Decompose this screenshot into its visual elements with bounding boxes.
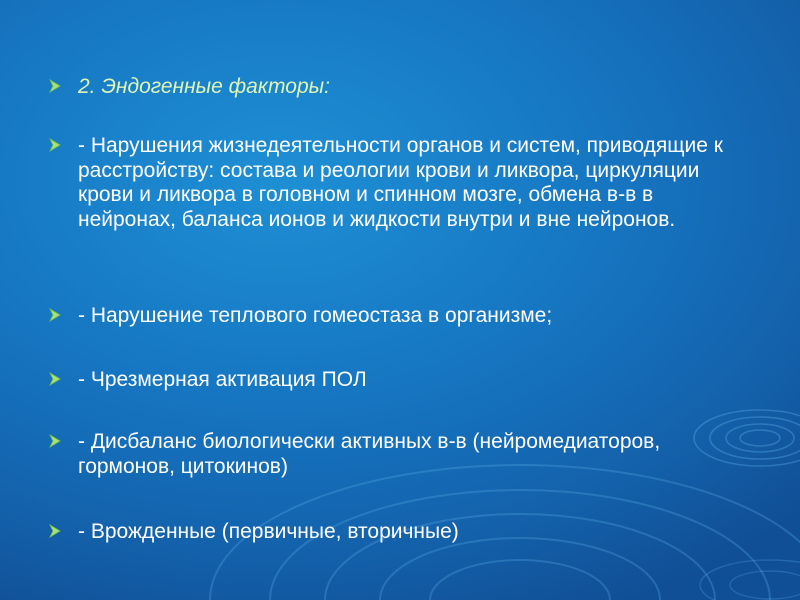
- bullet-item: [48, 304, 738, 329]
- bullet-text: - Нарушения жизнедеятельности органов и систем, приводящие к расстройству: состава и реологии крови и ликвора, циркуляции крови и ликвора в головном и спинном мозге, обмена в-в в нейронах, баланса ионов и жидкости внутри и вне нейронов.: [78, 134, 723, 231]
- heading-text: 2. Эндогенные факторы:: [78, 75, 330, 98]
- bullet-item: [48, 134, 738, 232]
- bullet-item: [48, 430, 738, 479]
- bullet-text: - Дисбаланс биологически активных в-в (нейромедиаторов, гормонов, цитокинов): [78, 430, 661, 478]
- arrow-bullet-icon: [48, 430, 78, 448]
- arrow-bullet-icon: [48, 134, 78, 152]
- arrow-bullet-icon: [48, 75, 78, 93]
- heading-row: [48, 75, 738, 100]
- bullet-text: - Чрезмерная активация ПОЛ: [78, 368, 367, 391]
- bullet-item: [48, 520, 738, 545]
- arrow-bullet-icon: [48, 520, 78, 538]
- arrow-bullet-icon: [48, 304, 78, 322]
- arrow-bullet-icon: [48, 368, 78, 386]
- bullet-text: - Нарушение теплового гомеостаза в организме;: [78, 304, 553, 327]
- bullet-item: [48, 368, 738, 393]
- bullet-text: - Врожденные (первичные, вторичные): [78, 520, 459, 543]
